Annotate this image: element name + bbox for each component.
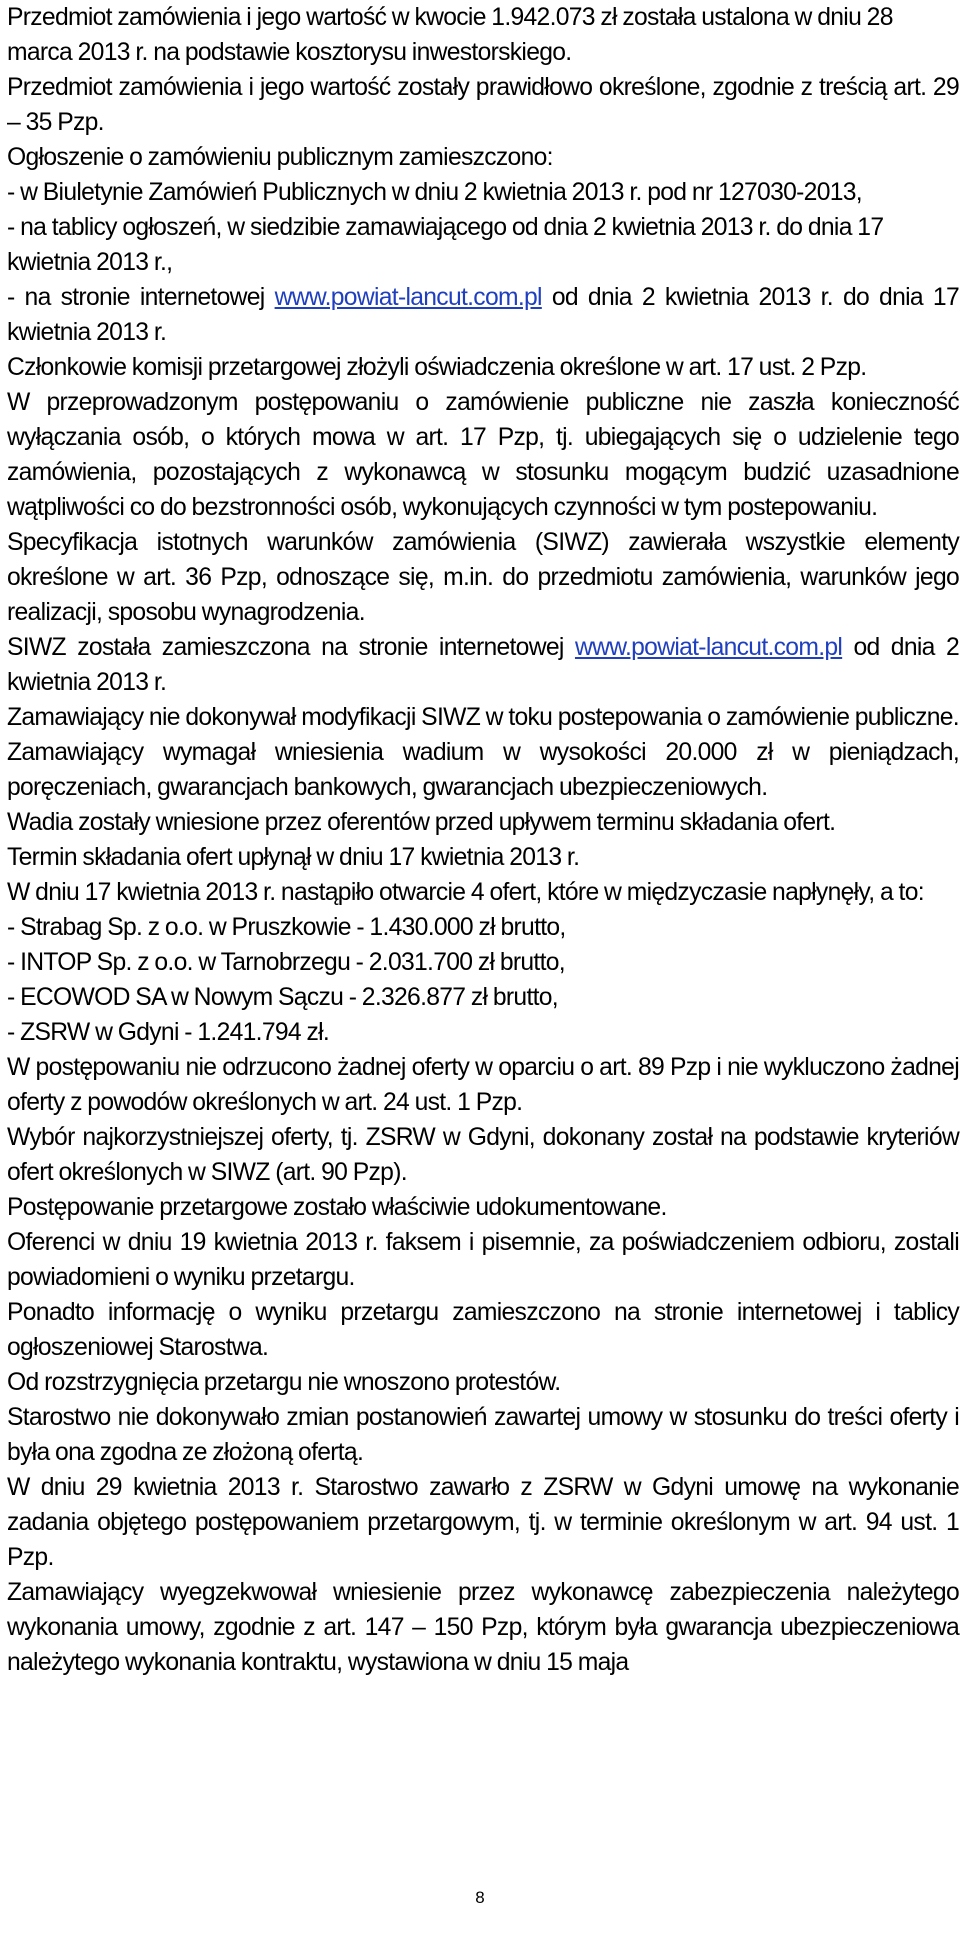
paragraph-siwz-published [7, 630, 959, 700]
paragraph-exclusion: W przeprowadzonym postępowaniu o zamówienie publiczne nie zaszła konieczność wyłączania osób, o których mowa w art. 17 Pzp, tj. ubiegających się o udzielenie tego zamówienia, pozostających z wykonawcą w stosunku mogącym budzić uzasadnione wątpliwości co do bezstronności osób, wykonujących czynności w tym postepowaniu. [7, 389, 959, 521]
paragraph-notification: Oferenci w dniu 19 kwietnia 2013 r. faksem i pisemnie, za poświadczeniem odbioru, zostali powiadomieni o wyniku przetargu. [7, 1229, 959, 1291]
list-item-notice-board: - na tablicy ogłoszeń, w siedzibie zamawiającego od dnia 2 kwietnia 2013 r. do dnia 17 kwietnia 2013 r., [7, 214, 884, 276]
website-link[interactable]: www.powiat-lancut.com.pl [574, 634, 843, 661]
paragraph-documentation: Postępowanie przetargowe zostało właściwie udokumentowane. [7, 1194, 667, 1221]
list-item-offer: - ECOWOD SA w Nowym Sączu - 2.326.877 zł brutto, [7, 984, 558, 1011]
page-number: 8 [475, 1888, 485, 1907]
paragraph-opening: W dniu 17 kwietnia 2013 r. nastąpiło otwarcie 4 ofert, które w międzyczasie napłynęły, a to: [7, 879, 924, 906]
list-item-offer: - ZSRW w Gdyni - 1.241.794 zł. [7, 1019, 330, 1046]
paragraph-deposit-paid: Wadia zostały wniesione przez oferentów przed upływem terminu składania ofert. [7, 809, 836, 836]
paragraph-siwz-modifications: Zamawiający nie dokonywał modyfikacji SIWZ w toku postepowania o zamówienie publiczne. [7, 704, 959, 731]
list-item-offer: - INTOP Sp. z o.o. w Tarnobrzegu - 2.031.700 zł brutto, [7, 949, 565, 976]
paragraph-best-offer: Wybór najkorzystniejszej oferty, tj. ZSRW w Gdyni, dokonany został na podstawie kryteriów ofert określonych w SIWZ (art. 90 Pzp). [7, 1124, 959, 1186]
text-segment: SIWZ została zamieszczona na stronie internetowej [7, 634, 575, 661]
text-segment: od dnia 2 kwietnia 2013 r. do dnia 17 kwietnia 2013 r. [7, 284, 959, 346]
paragraph-result-published: Ponadto informację o wyniku przetargu zamieszczono na stronie internetowej i tablicy ogłoszeniowej Starostwa. [7, 1299, 959, 1361]
paragraph-order-value: Przedmiot zamówienia i jego wartość w kwocie 1.942.073 zł została ustalona w dniu 28 marca 2013 r. na podstawie kosztorysu inwestorskiego. [7, 4, 893, 66]
paragraph-guarantee: Zamawiający wyegzekwował wniesienie przez wykonawcę zabezpieczenia należytego wykonania umowy, zgodnie z art. 147 – 150 Pzp, którym była gwarancja ubezpieczeniowa należytego wykonania kontraktu, wystawiona w dniu 15 maja [7, 1579, 959, 1676]
website-link[interactable]: www.powiat-lancut.com.pl [274, 284, 542, 311]
list-item-offer: - Strabag Sp. z o.o. w Pruszkowie - 1.430.000 zł brutto, [7, 914, 566, 941]
paragraph-no-protests: Od rozstrzygnięcia przetargu nie wnoszono protestów. [7, 1369, 561, 1396]
paragraph-contract-changes: Starostwo nie dokonywało zmian postanowień zawartej umowy w stosunku do treści oferty i była ona zgodna ze złożoną ofertą. [7, 1404, 959, 1466]
paragraph-no-rejection: W postępowaniu nie odrzucono żadnej oferty w oparciu o art. 89 Pzp i nie wykluczono żadnej oferty z powodów określonych w art. 24 ust. 1 Pzp. [7, 1054, 959, 1116]
paragraph-contract-signed: W dniu 29 kwietnia 2013 r. Starostwo zawarło z ZSRW w Gdyni umowę na wykonanie zadania objętego postępowaniem przetargowym, tj. w terminie określonym w art. 94 ust. 1 Pzp. [7, 1474, 959, 1571]
text-segment: od dnia 2 kwietnia 2013 r. [7, 634, 959, 696]
text-segment: - na stronie internetowej [7, 284, 275, 311]
paragraph-deadline: Termin składania ofert upłynął w dniu 17 kwietnia 2013 r. [7, 844, 580, 871]
paragraph-siwz-contents: Specyfikacja istotnych warunków zamówienia (SIWZ) zawierała wszystkie elementy określone w art. 36 Pzp, odnoszące się, m.in. do przedmiotu zamówienia, warunków jego realizacji, sposobu wynagrodzenia. [7, 529, 959, 626]
paragraph-announcement-intro: Ogłoszenie o zamówieniu publicznym zamieszczono: [7, 144, 553, 171]
list-item-bulletin: - w Biuletynie Zamówień Publicznych w dniu 2 kwietnia 2013 r. pod nr 127030-2013, [7, 179, 862, 206]
paragraph-committee-declarations: Członkowie komisji przetargowej złożyli oświadczenia określone w art. 17 ust. 2 Pzp. [7, 354, 867, 381]
document-body [7, 0, 959, 1680]
paragraph-deposit: Zamawiający wymagał wniesienia wadium w wysokości 20.000 zł w pieniądzach, poręczeniach, gwarancjach bankowych, gwarancjach ubezpieczeniowych. [7, 739, 959, 801]
list-item-website [7, 280, 959, 350]
paragraph-order-scope: Przedmiot zamówienia i jego wartość zostały prawidłowo określone, zgodnie z treścią art. 29 – 35 Pzp. [7, 74, 959, 136]
